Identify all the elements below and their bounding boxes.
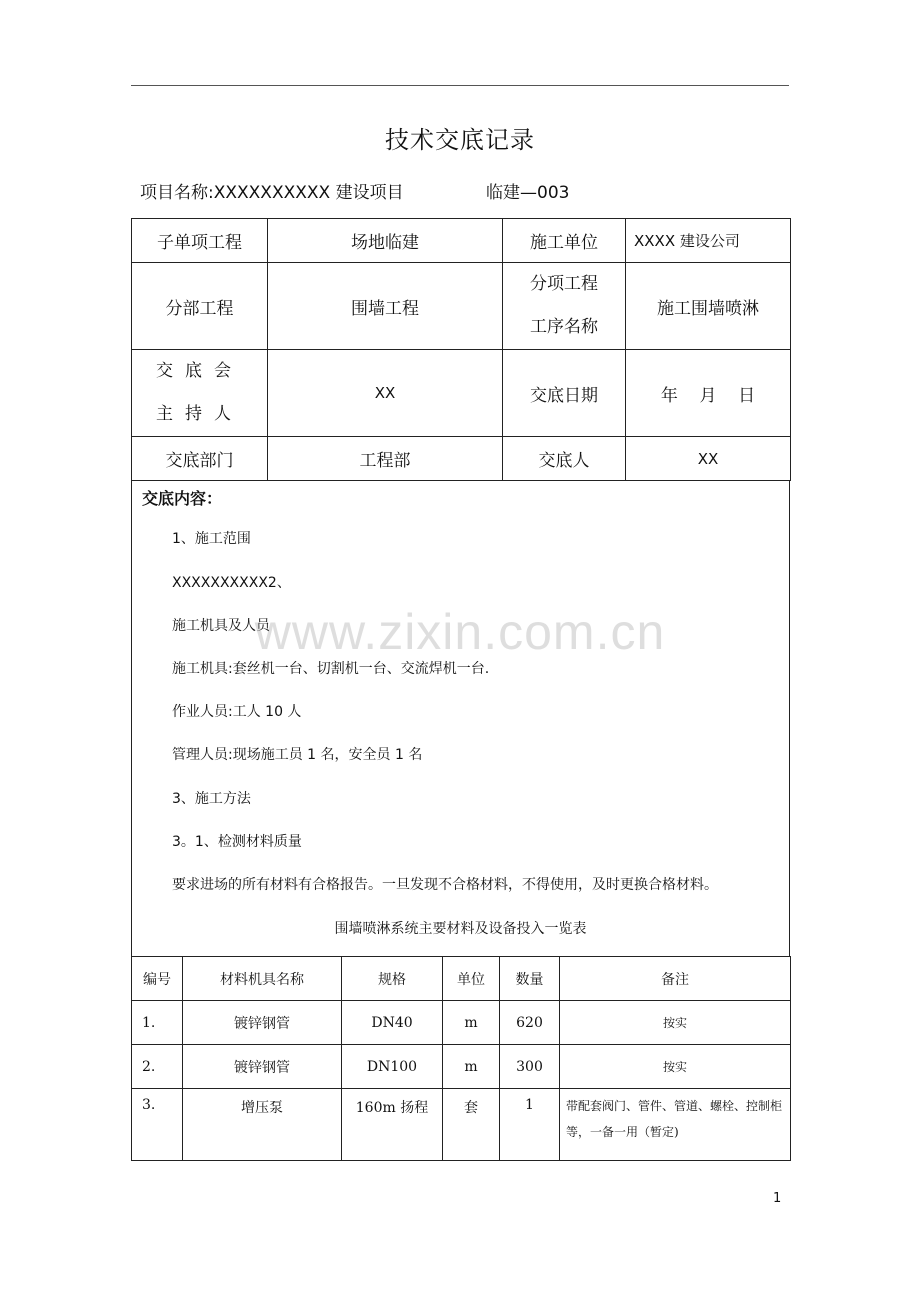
cell-quantity: 620	[500, 1001, 560, 1045]
project-code: 临建—003	[486, 183, 570, 203]
project-name: 项目名称:XXXXXXXXXX 建设项目	[140, 183, 404, 203]
department-value: 工程部	[268, 437, 503, 481]
cell-spec: DN100	[342, 1045, 443, 1089]
construction-unit-value: XXXX 建设公司	[626, 219, 791, 263]
subdivision-label-line2: 工序名称	[530, 317, 598, 337]
cell-remark: 带配套阀门、管件、管道、螺栓、控制柜等，一备一用（暂定)	[560, 1089, 791, 1161]
host-value: XX	[268, 350, 503, 437]
cell-name: 增压泵	[183, 1089, 342, 1161]
host-label-line1: 交底会	[156, 361, 243, 381]
info-row	[132, 263, 791, 350]
content-line: XXXXXXXXXX2、	[172, 575, 291, 591]
content-line: 施工机具:套丝机一台、切割机一台、交流焊机一台.	[172, 661, 490, 677]
briefer-value: XX	[626, 437, 791, 481]
sub-project-value: 场地临建	[268, 219, 503, 263]
sub-project-label: 子单项工程	[132, 219, 268, 263]
header-cell: 规格	[342, 957, 443, 1001]
content-line: 3、施工方法	[172, 791, 251, 807]
cell-remark: 按实	[560, 1045, 791, 1089]
table-header-row	[132, 957, 791, 1001]
subdivision-label	[503, 263, 626, 350]
cell-unit: m	[443, 1045, 500, 1089]
content-line: 3。1、检测材料质量	[172, 834, 302, 850]
header-cell: 数量	[500, 957, 560, 1001]
cell-remark: 按实	[560, 1001, 791, 1045]
briefer-label: 交底人	[503, 437, 626, 481]
cell-unit: m	[443, 1001, 500, 1045]
division-label: 分部工程	[132, 263, 268, 350]
content-line: 管理人员:现场施工员 1 名，安全员 1 名	[172, 747, 423, 763]
construction-unit-label: 施工单位	[503, 219, 626, 263]
table-row	[132, 1001, 791, 1045]
content-line: 要求进场的所有材料有合格报告。一旦发现不合格材料，不得使用，及时更换合格材料。	[172, 877, 718, 893]
info-row	[132, 219, 791, 263]
subdivision-value: 施工围墙喷淋	[626, 263, 791, 350]
subdivision-label-line1: 分项工程	[530, 274, 598, 294]
table-row	[132, 1045, 791, 1089]
cell-quantity: 300	[500, 1045, 560, 1089]
cell-spec: 160m 扬程	[342, 1089, 443, 1161]
info-row	[132, 350, 791, 437]
date-value: 年 月 日	[626, 350, 791, 437]
header-cell: 备注	[560, 957, 791, 1001]
header-cell: 编号	[132, 957, 183, 1001]
info-table	[131, 218, 791, 481]
content-line: 施工机具及人员	[172, 618, 270, 634]
cell-number: 2.	[132, 1045, 183, 1089]
table-row	[132, 1089, 791, 1161]
cell-number: 1.	[132, 1001, 183, 1045]
document-title: 技术交底记录	[385, 126, 535, 154]
host-label	[132, 350, 268, 437]
cell-number: 3.	[132, 1089, 183, 1161]
department-label: 交底部门	[132, 437, 268, 481]
materials-table	[131, 956, 791, 1161]
content-line: 作业人员:工人 10 人	[172, 704, 302, 720]
cell-unit: 套	[443, 1089, 500, 1161]
page-number: 1	[773, 1191, 782, 1206]
division-value: 围墙工程	[268, 263, 503, 350]
header-cell: 材料机具名称	[183, 957, 342, 1001]
table-caption: 围墙喷淋系统主要材料及设备投入一览表	[334, 921, 587, 937]
host-label-line2: 主持人	[156, 404, 243, 424]
date-label: 交底日期	[503, 350, 626, 437]
content-label: 交底内容：	[142, 489, 223, 508]
content-line: 1、施工范围	[172, 531, 251, 547]
cell-spec: DN40	[342, 1001, 443, 1045]
cell-name: 镀锌钢管	[183, 1045, 342, 1089]
briefing-content	[131, 480, 790, 957]
watermark: www.zixin.com.cn	[254, 604, 666, 660]
cell-quantity: 1	[500, 1089, 560, 1161]
header-cell: 单位	[443, 957, 500, 1001]
info-row	[132, 437, 791, 481]
header-rule	[131, 85, 789, 86]
cell-name: 镀锌钢管	[183, 1001, 342, 1045]
